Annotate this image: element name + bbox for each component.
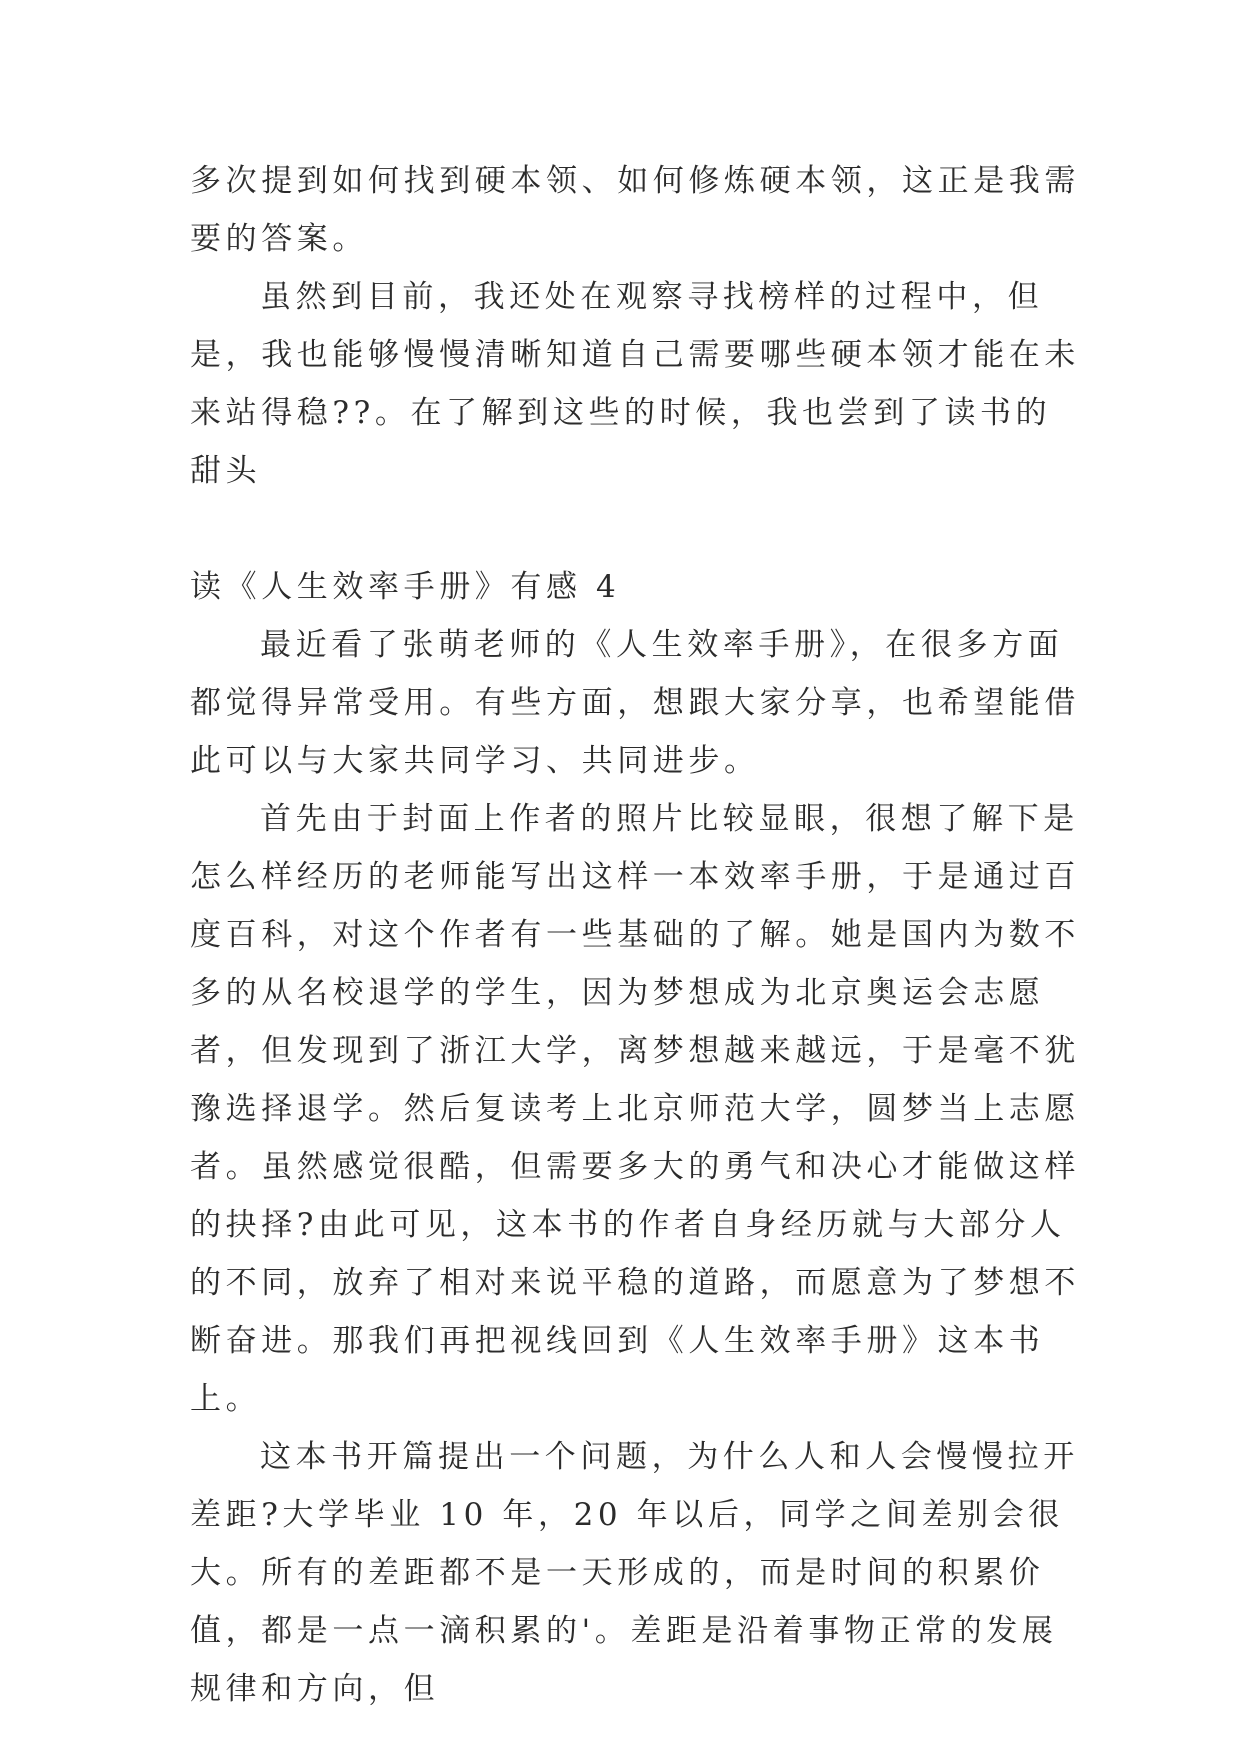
paragraph-continuation: 多次提到如何找到硬本领、如何修炼硬本领，这正是我需要的答案。 (190, 163, 1080, 257)
paragraph: 首先由于封面上作者的照片比较显眼，很想了解下是怎么样经历的老师能写出这样一本效率手册，于是通过百度百科，对这个作者有一些基础的了解。她是国内为数不多的从名校退学的学生，因为梦想成为北京奥运会志愿者，但发现到了浙江大学，离梦想越来越远，于是毫不犹豫选择退学。然后复读考上北京师范大学，圆梦当上志愿者。虽然感觉很酷，但需要多大的勇气和决心才能做这样的抉择?由此可见，这本书的作者自身经历就与大部分人的不同，放弃了相对来说平稳的道路，而愿意为了梦想不断奋进。那我们再把视线回到《人生效率手册》这本书上。 (190, 801, 1080, 1417)
paragraph: 这本书开篇提出一个问题，为什么人和人会慢慢拉开差距?大学毕业 10 年，20 年以后，同学之间差别会很大。所有的差距都不是一天形成的，而是时间的积累价值，都是一点一滴积累的'。差距是沿着事物正常的发展规律和方向，但 (190, 1439, 1079, 1707)
section-gap (190, 500, 1080, 558)
paragraph: 最近看了张萌老师的《人生效率手册》，在很多方面都觉得异常受用。有些方面，想跟大家分享，也希望能借此可以与大家共同学习、共同进步。 (190, 627, 1080, 779)
section-heading: 读《人生效率手册》有感 4 (190, 569, 621, 605)
paragraph: 虽然到目前，我还处在观察寻找榜样的过程中，但是，我也能够慢慢清晰知道自己需要哪些硬本领才能在未来站得稳??。在了解到这些的时候，我也尝到了读书的甜头 (190, 279, 1080, 489)
document-body (190, 152, 1080, 1718)
